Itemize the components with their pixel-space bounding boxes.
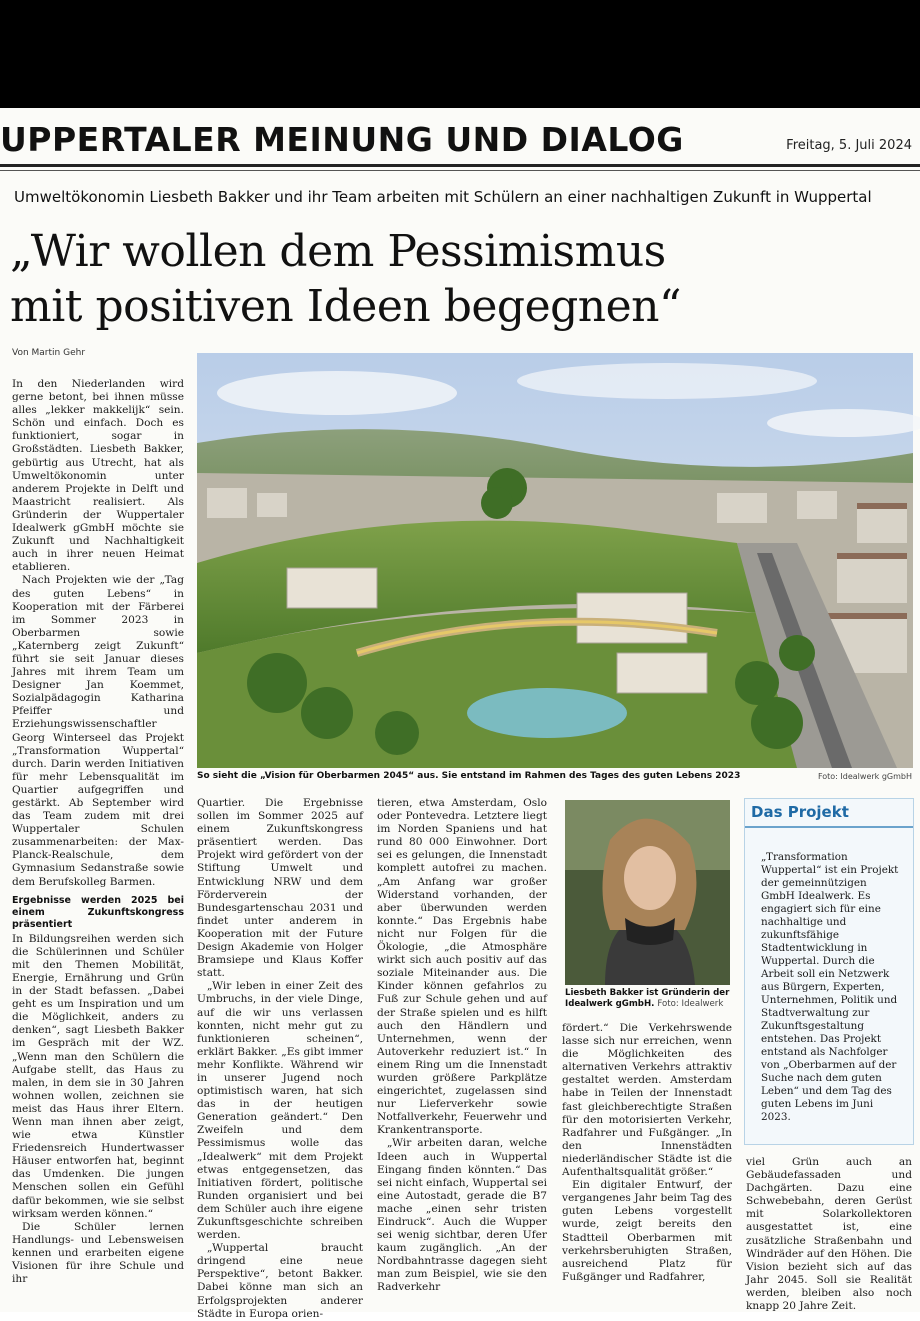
section-title: UPPERTALER MEINUNG UND DIALOG [0,120,684,159]
paragraph: viel Grün auch an Gebäudefassaden und Dachgärten. Dazu eine Schwebebahn, deren Gerüst mit Solarkollektoren ausgestattet ist, eine zusätzliche Straßenbahn und Windräder auf den Höhen. Die Vision bezieht sich auf das Jahr 2045. Soll sie Realität werden, bleiben also noch knapp 20 Jahre Zeit. [746,1156,912,1313]
photo-credit: Foto: Idealwerk gGmbH [817,772,912,781]
headline-line-2: mit positiven Ideen begegnen“ [10,281,681,332]
portrait-illustration [565,800,730,985]
top-black-bar [0,0,920,108]
info-box-title: Das Projekt [751,803,849,821]
subheadline: Ergebnisse werden 2025 bei einem Zukunftskongress präsentiert [12,894,184,930]
city-vision-illustration [197,353,913,768]
portrait-credit: Foto: Idealwerk [657,999,724,1009]
paragraph: fördert.“ Die Verkehrswende lasse sich nur erreichen, wenn die Möglichkeiten des alternativen Verkehrs attraktiv gestaltet werden. Amsterdam habe in Teilen der Innenstadt fast gleichberechtigte Straßen für den motorisierten Verkehr, Radfahrer und Fußgänger. „In den Innenstädten niederländischer Städte ist die Aufenthaltsqualität größer.“ [562,1022,732,1179]
paragraph: Quartier. Die Ergebnisse sollen im Sommer 2025 auf einem Zukunftskongress präsentiert werden. Das Projekt wird gefördert von der Stiftung Umwelt und Entwicklung NRW und dem Förderverein der Bundesgartenschau 2031 und findet unter anderem in Kooperation mit der Future Design Akademie von Holger Bramsiepe und Klaus Koffer statt. [197,797,363,980]
header-rule [0,164,920,167]
paragraph: In den Niederlanden wird gerne betont, bei ihnen müsse alles „lekker makkelijk“ sein. Schön und einfach. Doch es funktioniert, sogar in Großstädten. Liesbeth Bakker, gebürtig aus Utrecht, hat als Umweltökonomin unter anderem Projekte in Delft und Maastricht realisiert. Als Gründerin der Wuppertaler Idealwerk gGmbH möchte sie Zukunft und Nachhaltigkeit auch in ihrer neuen Heimat etablieren. [12,378,184,574]
paragraph: In Bildungsreihen werden sich die Schülerinnen und Schüler mit den Themen Mobilität, Energie, Ernährung und Grün in der Stadt befassen. „Dabei geht es um Inspiration und um die Möglichkeit, anders zu denken“, sagt Liesbeth Bakker im Gespräch mit der WZ. „Wenn man den Schülern die Aufgabe stellt, das Haus zu malen, in dem sie in 30 Jahren wohnen wollen, zeichnen sie meist das Haus ihrer Eltern. Wenn man ihnen aber zeigt, wie etwa Künstler Friedensreich Hundertwasser Häuser entworfen hat, beginnt das Umdenken. Die jungen Menschen sollen ein Gefühl dafür bekommen, wie sie selbst wirksam werden können.“ [12,932,184,1220]
paragraph: „Wir leben in einer Zeit des Umbruchs, in der viele Dinge, auf die wir uns verlassen konnten, nicht mehr gut zu funktionieren scheinen“, erklärt Bakker. „Es gibt immer mehr Konflikte. Während wir in unserer Jugend noch optimistisch waren, hat sich das in der heutigen Generation geändert.“ Den Zweifeln und dem Pessimismus wolle das „Idealwerk“ mit dem Projekt etwas entgegensetzen, das Initiativen fördert, politische Runden organisiert und bei dem Schüler auch ihre eigene Zukunftsgeschichte schreiben werden. [197,980,363,1242]
article-column-5 [746,1156,912,1313]
vision-oberbarmen-photo [197,353,913,768]
info-box-text: „Transformation Wuppertal“ ist ein Projekt der gemeinnützigen GmbH Idealwerk. Es engagiert sich für eine nachhaltige und zukunftsfähige Stadtentwicklung in Wuppertal. Durch die Arbeit soll ein Netzwerk aus Bürgern, Experten, Unternehmen, Politik und Stadtverwaltung zur Zukunftsgestaltung entstehen. Das Projekt entstand als Nachfolger von „Oberbarmen auf der Suche nach dem guten Leben“ und dem Tag des guten Lebens im Juni 2023. [761,851,899,1123]
portrait-caption-text: Liesbeth Bakker ist Gründerin der Idealwerk gGmbH. [565,988,730,1009]
portrait-caption [565,988,735,1010]
project-info-box [744,798,914,1145]
article-headline [10,224,681,334]
article-column-2 [197,797,363,1321]
paragraph: „Wuppertal braucht dringend eine neue Perspektive“, betont Bakker. Dabei könne man sich an Erfolgsprojekten anderer Städte in Europa orien- [197,1242,363,1320]
issue-date: Freitag, 5. Juli 2024 [786,138,912,153]
headline-line-1: „Wir wollen dem Pessimismus [10,226,666,277]
paragraph: Ein digitaler Entwurf, der vergangenes Jahr beim Tag des guten Lebens vorgestellt wurde, zeigt bereits den Stadtteil Oberbarmen mit verkehrsberuhigten Straßen, ausreichend Platz für Fußgänger und Radfahrer, [562,1179,732,1283]
info-box-rule [745,826,913,828]
photo-caption: So sieht die „Vision für Oberbarmen 2045“ aus. Sie entstand im Rahmen des Tages des guten Lebens 2023 [197,771,741,781]
paragraph: „Wir arbeiten daran, welche Ideen auch in Wuppertal Eingang finden könnten.“ Das sei nicht einfach, Wuppertal sei eine Autostadt, gerade die B7 mache „einen sehr tristen Eindruck“. Auch die Wupper sei wenig sichtbar, deren Ufer kaum zugänglich. „An der Nordbahntrasse dagegen sieht man zum Beispiel, wie sie den Radverkehr [377,1137,547,1294]
paragraph: Die Schüler lernen Handlungs- und Lebensweisen kennen und erarbeiten eigene Visionen für ihre Schule und ihr [12,1220,184,1286]
article-column-1 [12,378,184,1286]
paragraph: tieren, etwa Amsterdam, Oslo oder Pontevedra. Letztere liegt im Norden Spaniens und hat rund 80 000 Einwohner. Dort sei es gelungen, die Innenstadt komplett autofrei zu machen. „Am Anfang war großer Widerstand vorhanden, der aber überwunden werden konnte.“ Das Ergebnis habe nicht nur Folgen für die Ökologie, „die Atmosphäre wirkt sich auch positiv auf das soziale Miteinander aus. Die Kinder können gefahrlos zu Fuß zur Schule gehen und auf der Straße spielen und es hilft auch den Händlern und Unternehmen, wenn der Autoverkehr reduziert ist.“ In einem Ring um die Innenstadt wurden größere Parkplätze eingerichtet, zugelassen sind nur Lieferverkehr sowie Notfallverkehr, Feuerwehr und Krankentransporte. [377,797,547,1137]
portrait-photo [565,800,730,985]
newspaper-page [0,108,920,1320]
article-column-3 [377,797,547,1295]
article-column-4 [562,1022,732,1284]
header-rule-thin [0,170,920,171]
byline: Von Martin Gehr [12,348,86,358]
article-kicker: Umweltökonomin Liesbeth Bakker und ihr Team arbeiten mit Schülern an einer nachhaltigen Zukunft in Wuppertal [14,188,872,206]
paragraph: Nach Projekten wie der „Tag des guten Lebens“ in Kooperation mit der Färberei im Sommer 2023 in Oberbarmen sowie „Katernberg zeigt Zukunft“ führt sie seit Januar dieses Jahres mit ihrem Team um Designer Jan Koemmet, Sozialpädagogin Katharina Pfeiffer und Erziehungswissenschaftler Georg Winterseel das Projekt „Transformation Wuppertal“ durch. Darin werden Initiativen für mehr Lebensqualität im Quartier aufgegriffen und gestärkt. Ab September wird das Team zudem mit drei Wuppertaler Schulen zusammenarbeiten: der Max-Planck-Realschule, dem Gymnasium Sedanstraße sowie dem Berufskolleg Barmen. [12,574,184,888]
